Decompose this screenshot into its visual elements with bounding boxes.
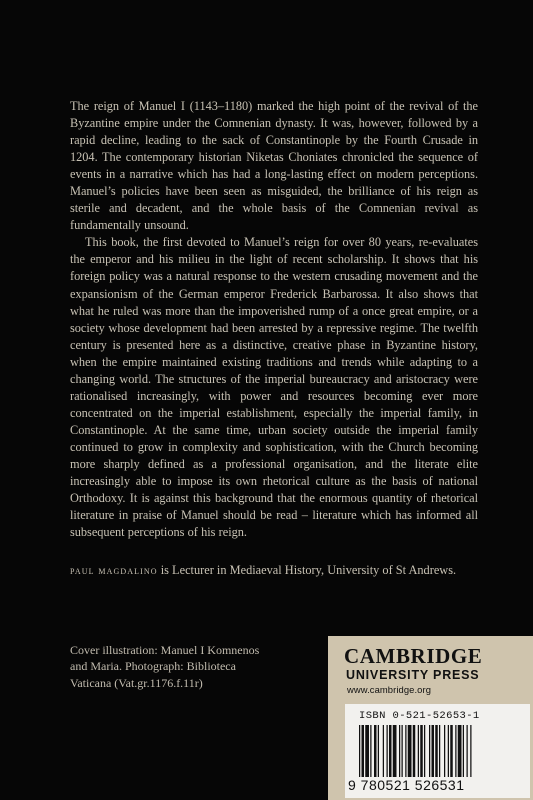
publisher-box bbox=[328, 636, 533, 800]
blurb-paragraph-2: This book, the first devoted to Manuel’s reign for over 80 years, re-evaluates the emperor and his milieu in the light of recent scholarship. It shows that his foreign policy was a natural response to the western crusading movement and the expansionism of the German emperor Frederick Barbarossa. It also shows that what he ruled was more than the impoverished rump of a once great empire, or a society whose development had been arrested by a repressive regime. The twelfth century is presented here as a distinctive, creative phase in Byzantine history, when the empire maintained existing traditions and trends while adapting to a changing world. The structures of the imperial bureaucracy and aristocracy were rationalised increasingly, with power and resources becoming ever more concentrated on the imperial establishment, especially the imperial family, in Constantinople. At the same time, urban society outside the imperial family continued to grow in complexity and sophistication, with the Church becoming more sharply defined as a professional organisation, and the literate elite increasingly able to impose its own rhetorical culture as the basis of national Orthodoxy. It is against this background that the enormous quantity of rhetorical literature in praise of Manuel should be read – literature which has informed all subsequent perceptions of his reign. bbox=[70, 235, 478, 540]
blurb-paragraph-1: The reign of Manuel I (1143–1180) marked the high point of the revival of the Byzantine empire under the Comnenian dynasty. It was, however, followed by a rapid decline, leading to the sack of Constantinople by the Fourth Crusade in 1204. The contemporary historian Niketas Choniates chronicled the sequence of events in a narrative which has had a long-lasting effect on modern perceptions. Manuel’s policies have been seen as misguided, the brilliance of his reign as sterile and decadent, and the whole basis of the Comnenian revival as fundamentally unsound. bbox=[70, 99, 478, 233]
author-note bbox=[70, 562, 490, 580]
author-name: paul magdalino bbox=[70, 565, 158, 577]
publisher-subtitle: UNIVERSITY PRESS bbox=[346, 668, 480, 682]
publisher-url: www.cambridge.org bbox=[347, 684, 432, 695]
publisher-name: CAMBRIDGE bbox=[344, 644, 483, 668]
isbn-text: ISBN 0-521-52653-1 bbox=[359, 710, 480, 722]
barcode-digits: 9 780521 526531 bbox=[348, 777, 465, 793]
barcode-panel bbox=[345, 704, 530, 798]
blurb-text bbox=[70, 98, 478, 541]
barcode-icon bbox=[359, 725, 525, 777]
cover-illustration-credit: Cover illustration: Manuel I Komnenos and Maria. Photograph: Biblioteca Vaticana (Vat.gr.1176.f.11r) bbox=[70, 643, 260, 690]
author-bio: is Lecturer in Mediaeval History, University of St Andrews. bbox=[157, 563, 457, 577]
